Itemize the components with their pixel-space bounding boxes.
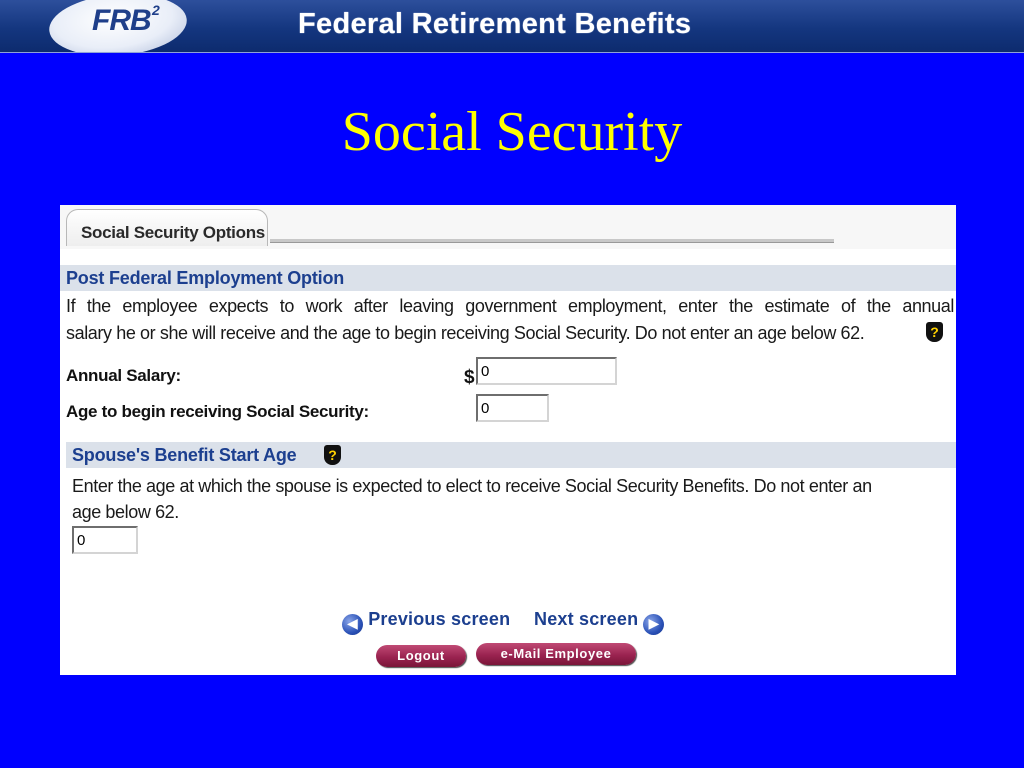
spouse-description-line2: age below 62. bbox=[72, 502, 179, 522]
right-arrow-icon: ▶ bbox=[643, 614, 664, 635]
post-federal-section-heading bbox=[60, 265, 956, 291]
previous-screen-label: Previous screen bbox=[368, 609, 511, 629]
tab-label: Social Security Options bbox=[81, 223, 265, 242]
tab-bar bbox=[60, 205, 956, 249]
header-banner bbox=[0, 0, 1024, 53]
next-screen-button[interactable] bbox=[534, 606, 664, 632]
spouse-description-line1: Enter the age at which the spouse is expected to elect to receive Social Security Benefits. Do not enter an bbox=[72, 476, 872, 496]
spouse-section-heading bbox=[66, 442, 956, 468]
slide-title: Social Security bbox=[341, 101, 683, 163]
age-to-begin-input[interactable] bbox=[476, 394, 549, 422]
currency-symbol: $ bbox=[464, 367, 475, 388]
annual-salary-label: Annual Salary: bbox=[66, 366, 181, 385]
help-icon[interactable]: ? bbox=[324, 445, 341, 465]
post-federal-heading-text: Post Federal Employment Option bbox=[66, 268, 345, 288]
spouse-heading-text: Spouse's Benefit Start Age bbox=[72, 445, 297, 465]
help-icon[interactable]: ? bbox=[926, 322, 943, 342]
banner-title: Federal Retirement Benefits bbox=[298, 8, 692, 40]
previous-screen-button[interactable] bbox=[342, 606, 510, 632]
next-screen-label: Next screen bbox=[534, 609, 639, 629]
tab-social-security-options[interactable] bbox=[66, 209, 268, 246]
spouse-age-input[interactable] bbox=[72, 526, 138, 554]
logo-superscript: 2 bbox=[152, 2, 160, 18]
email-employee-button[interactable]: e-Mail Employee bbox=[476, 643, 636, 665]
post-federal-description-line1: If the employee expects to work after leaving government employment, enter the estimate of the annual bbox=[66, 296, 954, 316]
left-arrow-icon: ◀ bbox=[342, 614, 363, 635]
post-federal-description-line2: salary he or she will receive and the age to begin receiving Social Security. Do not enter an age below 62. bbox=[66, 323, 865, 343]
tab-divider bbox=[270, 239, 834, 243]
logout-button[interactable]: Logout bbox=[376, 645, 466, 667]
social-security-panel bbox=[60, 205, 956, 675]
annual-salary-input[interactable] bbox=[476, 357, 617, 385]
age-to-begin-label: Age to begin receiving Social Security: bbox=[66, 402, 369, 421]
logo-text: FRB bbox=[92, 4, 151, 37]
